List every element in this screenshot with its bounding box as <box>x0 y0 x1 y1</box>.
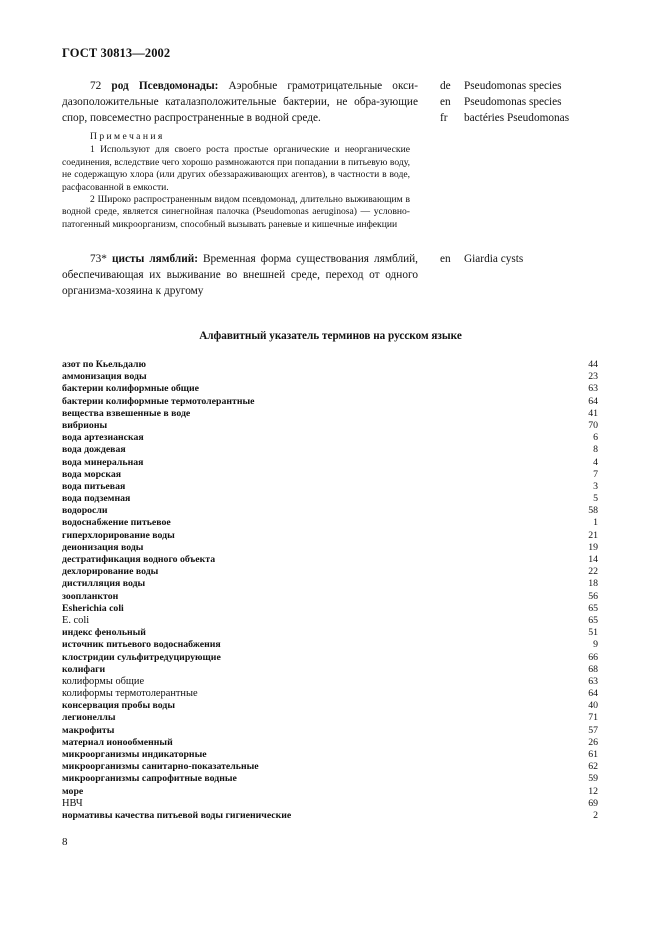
index-term: водоснабжение питьевое <box>62 517 171 529</box>
index-page-ref: 68 <box>588 663 598 675</box>
index-page-ref: 26 <box>588 736 598 748</box>
note-1: 1 Используют для своего роста простые органические и неорганические соединения, вследствие чего хорошо размножаются при попадании в питьевую воду, не содержащую хлора (или других обеззараживающих агентов), в частности в воде, расфасованной в емкости. <box>62 144 410 193</box>
index-row <box>62 408 598 420</box>
index-term: море <box>62 785 84 797</box>
index-term: вода подземная <box>62 493 131 505</box>
index-page-ref: 5 <box>593 493 598 505</box>
entry-72-definition: Аэробные грамотрицательные окси-дазоположительные каталазположительные бактерии, не обра-зующие спор, повсеместно распространенные в водной среде. <box>62 80 418 125</box>
translation-row <box>440 110 610 126</box>
index-term: вещества взвешенные в воде <box>62 407 191 419</box>
index-title: Алфавитный указатель терминов на русском языке <box>199 330 462 342</box>
index-term: колиформы термотолерантные <box>62 688 198 700</box>
index-page-ref: 58 <box>588 505 598 517</box>
index-row <box>62 798 598 810</box>
index-row <box>62 725 598 737</box>
index-row <box>62 542 598 554</box>
lang-code: en <box>440 96 451 109</box>
index-term: E. coli <box>62 614 90 626</box>
index-term: микроорганизмы санитарно-показательные <box>62 761 259 773</box>
index-page-ref: 62 <box>588 761 598 773</box>
index-row <box>62 432 598 444</box>
entry-73-translations <box>440 251 610 267</box>
index-term: макрофиты <box>62 724 115 736</box>
index-row <box>62 700 598 712</box>
index-term: консервация пробы воды <box>62 700 175 712</box>
index-term: Esherichia coli <box>62 602 124 614</box>
index-row <box>62 712 598 724</box>
index-page-ref: 40 <box>588 700 598 712</box>
index-row <box>62 383 598 395</box>
translation-row <box>440 94 610 110</box>
index-page-ref: 22 <box>588 566 598 578</box>
index-row <box>62 603 598 615</box>
entry-72-translations <box>440 78 610 127</box>
index-page-ref: 18 <box>588 578 598 590</box>
index-row <box>62 664 598 676</box>
index-term: водоросли <box>62 505 108 517</box>
index-term: колифаги <box>62 663 106 675</box>
index-term: вода минеральная <box>62 456 144 468</box>
alphabetical-index <box>62 359 598 822</box>
index-page-ref: 56 <box>588 590 598 602</box>
index-page-ref: 70 <box>588 419 598 431</box>
index-page-ref: 2 <box>593 809 598 821</box>
notes-block <box>62 131 410 231</box>
index-row <box>62 493 598 505</box>
index-page-ref: 6 <box>593 432 598 444</box>
index-page-ref: 4 <box>593 456 598 468</box>
index-row <box>62 652 598 664</box>
index-page-ref: 65 <box>588 614 598 626</box>
index-row <box>62 676 598 688</box>
page-number: 8 <box>62 836 68 848</box>
translation-text: Pseudomonas species <box>464 80 562 92</box>
index-page-ref: 23 <box>588 371 598 383</box>
index-page-ref: 7 <box>593 468 598 480</box>
index-page-ref: 44 <box>588 359 598 370</box>
index-page-ref: 8 <box>593 444 598 456</box>
lang-code: fr <box>440 112 448 125</box>
index-row <box>62 554 598 566</box>
index-term: бактерии колиформные термотолерантные <box>62 395 255 407</box>
index-term: гиперхлорирование воды <box>62 529 175 541</box>
translation-text: Pseudomonas species <box>464 96 562 109</box>
index-page-ref: 9 <box>593 639 598 651</box>
index-page-ref: 12 <box>588 785 598 797</box>
index-row <box>62 578 598 590</box>
index-row <box>62 481 598 493</box>
index-row <box>62 517 598 529</box>
index-row <box>62 786 598 798</box>
index-row <box>62 737 598 749</box>
lang-code: en <box>440 253 451 265</box>
lang-code: de <box>440 80 451 92</box>
index-term: вибрионы <box>62 419 108 431</box>
entry-73-definition: Временная форма существования лямблий, обеспечивающая их выживание во внешней среде, переход от одного организма-хозяина к другому <box>62 253 419 298</box>
translation-row <box>440 78 610 94</box>
index-row <box>62 530 598 542</box>
term-entry-73 <box>62 251 596 299</box>
notes-title: Примечания <box>90 131 165 142</box>
index-row <box>62 810 598 822</box>
entry-73-number: 73* <box>90 253 112 265</box>
index-term: дестратификация водного объекта <box>62 554 216 565</box>
index-page-ref: 57 <box>588 724 598 736</box>
index-page-ref: 14 <box>588 554 598 565</box>
index-row <box>62 639 598 651</box>
index-row <box>62 688 598 700</box>
index-term: индекс фенольный <box>62 627 146 639</box>
translation-row <box>440 251 610 267</box>
index-page-ref: 1 <box>593 517 598 529</box>
entry-72-term: род Псевдомонады: <box>111 80 219 92</box>
index-term: бактерии колиформные общие <box>62 383 200 395</box>
index-term: источник питьевого водоснабжения <box>62 639 221 651</box>
index-row <box>62 457 598 469</box>
index-row <box>62 420 598 432</box>
index-page-ref: 64 <box>588 688 598 700</box>
entry-72-text <box>62 78 418 127</box>
index-term: дехлорирование воды <box>62 566 159 578</box>
index-row <box>62 469 598 481</box>
index-page-ref: 63 <box>588 383 598 395</box>
index-row <box>62 773 598 785</box>
index-page-ref: 64 <box>588 395 598 407</box>
note-2: 2 Широко распространенным видом псевдомонад, длительно выживающим в водной среде, является синегнойная палочка (Pseudomonas aeruginosa) — условно-патогенный микроорганизм, способный вызывать раневые и кишечные инфекции <box>62 194 410 230</box>
entry-72-number: 72 <box>90 80 112 92</box>
index-row <box>62 627 598 639</box>
index-term: нормативы качества питьевой воды гигиенические <box>62 809 292 821</box>
index-page-ref: 59 <box>588 773 598 785</box>
index-term: клостридии сульфитредуцирующие <box>62 651 221 663</box>
index-term: азот по Кьельдалю <box>62 359 147 370</box>
entry-73-text <box>62 251 418 300</box>
index-row <box>62 359 598 371</box>
index-term: деионизация воды <box>62 541 144 553</box>
index-term: НВЧ <box>62 797 83 809</box>
index-page-ref: 66 <box>588 651 598 663</box>
index-term: зоопланктон <box>62 590 119 602</box>
index-term: легионеллы <box>62 712 116 724</box>
term-entry-72 <box>62 78 596 126</box>
index-row <box>62 396 598 408</box>
document-header: ГОСТ 30813—2002 <box>62 46 171 60</box>
entry-73-term: цисты лямблий: <box>111 253 198 265</box>
index-page-ref: 69 <box>588 797 598 809</box>
index-page-ref: 71 <box>588 712 598 724</box>
index-term: дистилляция воды <box>62 578 146 590</box>
translation-text: bactéries Pseudomonas <box>464 112 570 125</box>
index-term: микроорганизмы сапрофитные водные <box>62 773 237 785</box>
index-page-ref: 3 <box>593 480 598 492</box>
index-page-ref: 41 <box>588 407 598 419</box>
index-page-ref: 51 <box>588 627 598 639</box>
index-row <box>62 591 598 603</box>
index-row <box>62 371 598 383</box>
index-row <box>62 566 598 578</box>
index-row <box>62 761 598 773</box>
index-term: аммонизация воды <box>62 371 147 383</box>
index-page-ref: 63 <box>588 675 598 687</box>
index-page-ref: 61 <box>588 749 598 760</box>
index-term: вода дождевая <box>62 444 126 456</box>
index-page-ref: 65 <box>588 602 598 614</box>
index-term: колиформы общие <box>62 675 145 687</box>
index-row <box>62 615 598 627</box>
translation-text: Giardia cysts <box>464 253 524 265</box>
index-term: вода артезианская <box>62 432 144 444</box>
index-page-ref: 19 <box>588 541 598 553</box>
index-term: вода морская <box>62 468 122 480</box>
index-term: вода питьевая <box>62 480 126 492</box>
index-row <box>62 505 598 517</box>
index-term: материал ионообменный <box>62 736 173 748</box>
index-row <box>62 444 598 456</box>
index-row <box>62 749 598 761</box>
index-page-ref: 21 <box>588 529 598 541</box>
index-term: микроорганизмы индикаторные <box>62 749 207 760</box>
